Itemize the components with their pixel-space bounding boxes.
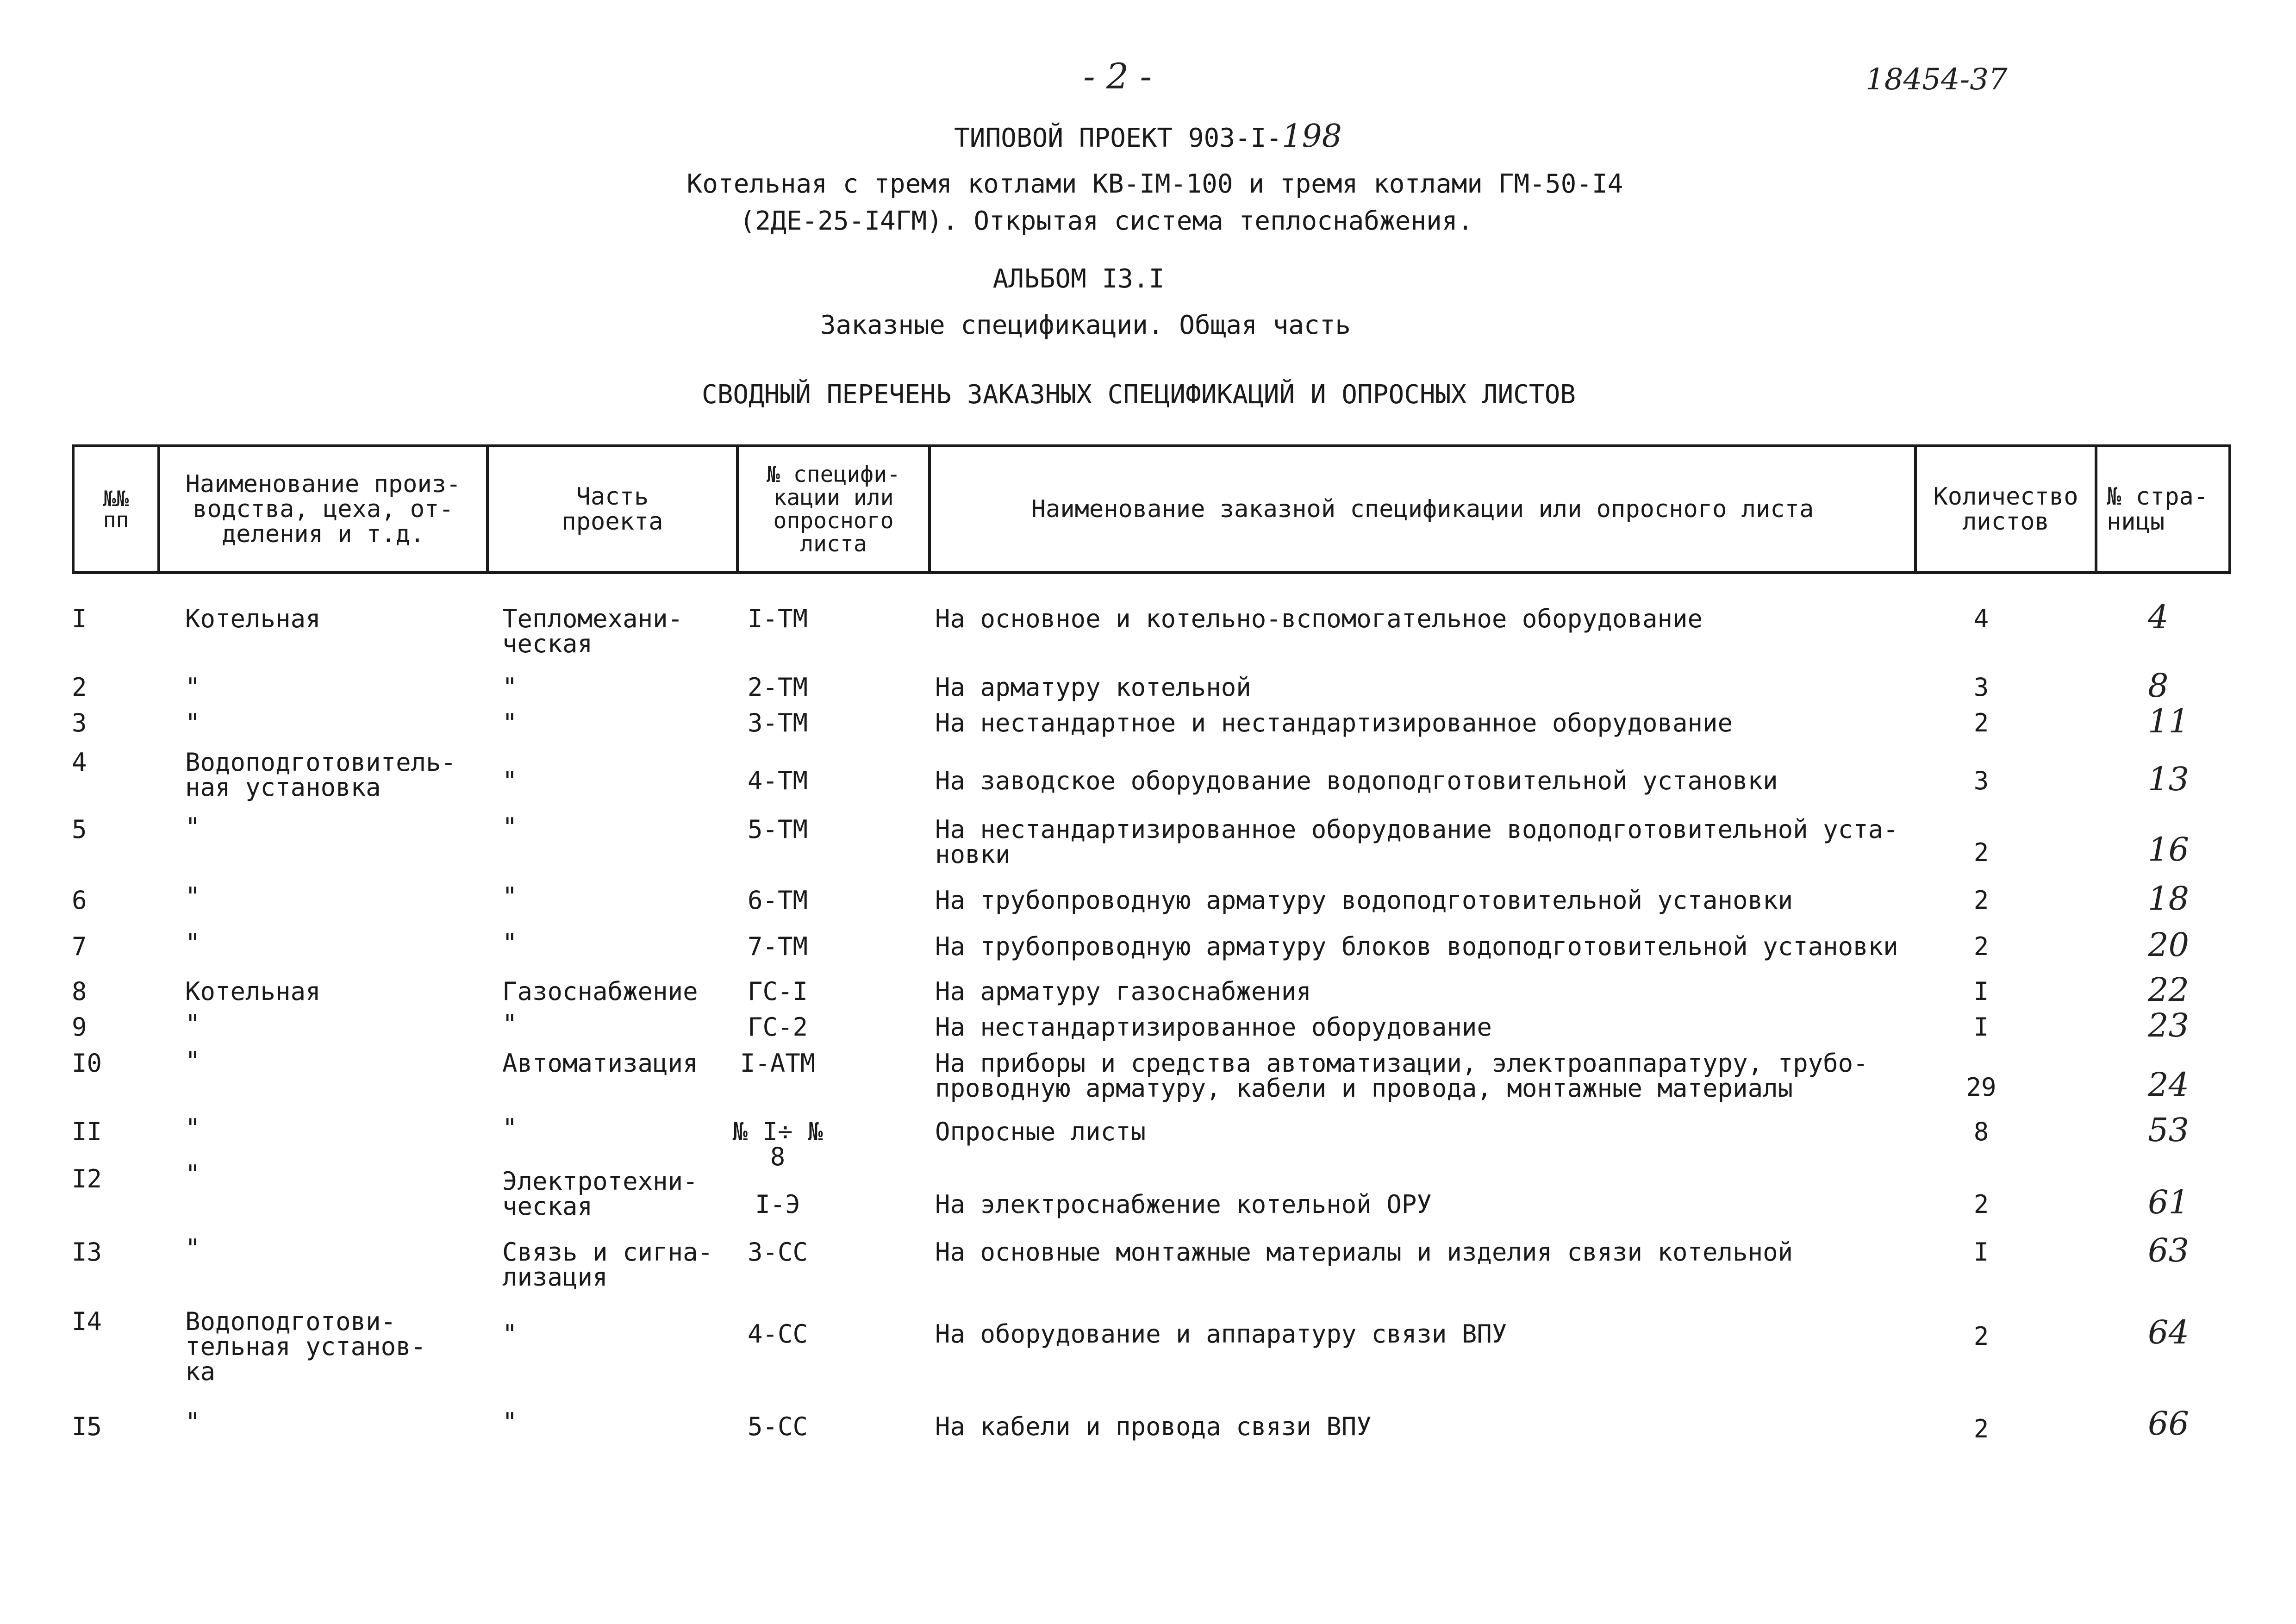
project-number-handwritten: 198 [1282, 118, 1342, 155]
row-page-number: 53 [2148, 1111, 2190, 1149]
col-header-num-label: №№ пп [103, 486, 129, 532]
col-header-title [931, 447, 1917, 571]
row-sheet-count: 2 [1973, 708, 1989, 737]
row-spec-title: На оборудование и аппаратуру связи ВПУ [935, 1319, 1507, 1349]
row-number: I0 [72, 1049, 102, 1078]
row-spec-number: I-ТМ [747, 604, 808, 633]
row-page-number: 4 [2148, 598, 2169, 636]
row-spec-number: 2-ТМ [747, 673, 808, 702]
row-sheet-count: 2 [1973, 932, 1989, 961]
row-sheet-count: 2 [1973, 886, 1989, 915]
table-header [72, 444, 2231, 574]
col-header-spec-label: № специфи- кации или опросного листа [767, 462, 900, 557]
row-sheet-count: 29 [1966, 1073, 1997, 1102]
row-page-number: 23 [2148, 1006, 2190, 1044]
col-header-spec [739, 447, 931, 571]
row-number: I5 [72, 1412, 102, 1441]
row-spec-title: На нестандартизированное оборудование [935, 1012, 1492, 1042]
row-spec-number: 4-ТМ [747, 766, 808, 795]
row-spec-title: На арматуру котельной [935, 673, 1251, 702]
row-page-number: 18 [2148, 880, 2190, 918]
row-number: I4 [72, 1307, 102, 1336]
table-title: СВОДНЫЙ ПЕРЕЧЕНЬ ЗАКАЗНЫХ СПЕЦИФИКАЦИЙ И ОПРОСНЫХ ЛИСТОВ [701, 380, 1576, 410]
row-spec-number: 4-СС [747, 1319, 808, 1349]
row-number: I [72, 604, 87, 633]
col-header-part-label: Часть проекта [562, 483, 663, 536]
row-department: Котельная [185, 977, 321, 1006]
subtitle-line-1: Котельная с тремя котлами КВ-IМ-100 и тремя котлами ГМ-50-I4 [686, 169, 1623, 199]
row-spec-title: На кабели и провода связи ВПУ [935, 1412, 1372, 1441]
row-department: " [185, 673, 200, 702]
row-spec-title: На трубопроводную арматуру блоков водоподготовительной установки [935, 932, 1898, 961]
row-sheet-count: I [1973, 977, 1989, 1006]
row-project-part: " [502, 1319, 518, 1349]
col-header-num [75, 447, 160, 571]
row-spec-number: 5-СС [747, 1412, 808, 1441]
row-spec-title: На нестандартизированное оборудование водоподготовительной уста- новки [935, 815, 1898, 869]
row-project-part: " [502, 812, 518, 842]
row-number: 4 [72, 748, 87, 777]
row-number: 9 [72, 1012, 87, 1042]
row-spec-number: ГС-2 [747, 1012, 808, 1042]
archive-number: 18454-37 [1866, 62, 2008, 97]
row-sheet-count: 4 [1973, 604, 1989, 633]
row-spec-title: На приборы и средства автоматизации, электроаппаратуру, трубо- проводную арматуру, кабели и провода, монтажные материалы [935, 1049, 1868, 1103]
row-spec-title: На электроснабжение котельной ОРУ [935, 1190, 1432, 1219]
row-page-number: 8 [2148, 667, 2169, 705]
row-page-number: 20 [2148, 926, 2190, 964]
col-header-qty-label: Количество листов [1933, 483, 2078, 536]
row-number: 3 [72, 708, 87, 737]
row-page-number: 24 [2148, 1066, 2190, 1104]
row-department: " [185, 882, 200, 911]
row-project-part: Электротехни- ческая [502, 1167, 698, 1221]
row-spec-title: На основные монтажные материалы и изделия связи котельной [935, 1237, 1793, 1267]
row-page-number: 11 [2148, 702, 2190, 740]
row-department: " [185, 1009, 200, 1038]
row-project-part: " [502, 1009, 518, 1038]
row-page-number: 64 [2148, 1313, 2190, 1351]
row-number: I2 [72, 1164, 102, 1193]
project-title [954, 118, 1342, 155]
row-spec-number: I-Э [755, 1190, 800, 1219]
album-title: АЛЬБОМ I3.I [992, 264, 1165, 294]
row-page-number: 63 [2148, 1231, 2190, 1269]
row-page-number: 66 [2148, 1405, 2190, 1443]
row-number: 6 [72, 886, 87, 915]
col-header-dept [160, 447, 489, 571]
col-header-qty [1917, 447, 2097, 571]
row-department: " [185, 928, 200, 957]
row-sheet-count: 3 [1973, 673, 1989, 702]
col-header-page [2097, 447, 2228, 571]
row-project-part: Газоснабжение [502, 977, 698, 1006]
row-project-part: " [502, 766, 518, 795]
row-sheet-count: 8 [1973, 1117, 1989, 1146]
row-spec-number: 5-ТМ [747, 815, 808, 844]
subtitle-line-2: (2ДЕ-25-I4ГМ). Открытая система теплоснабжения. [739, 206, 1473, 236]
row-spec-number: 7-ТМ [747, 932, 808, 961]
row-sheet-count: I [1973, 1012, 1989, 1042]
row-spec-title: На нестандартное и нестандартизированное оборудование [935, 708, 1733, 737]
col-header-part [489, 447, 739, 571]
album-subtitle: Заказные спецификации. Общая часть [820, 310, 1351, 340]
row-spec-title: Опросные листы [935, 1117, 1146, 1146]
row-spec-number: 6-ТМ [747, 886, 808, 915]
row-spec-number: ГС-I [747, 977, 808, 1006]
row-sheet-count: 3 [1973, 766, 1989, 795]
page-number: - 2 - [1083, 56, 1152, 97]
row-spec-number: 3-ТМ [747, 708, 808, 737]
row-spec-title: На арматуру газоснабжения [935, 977, 1311, 1006]
col-header-page-label: № стра- ницы [2107, 483, 2209, 536]
row-number: 7 [72, 932, 87, 961]
row-spec-number: № I÷ № 8 [732, 1117, 823, 1171]
row-sheet-count: 2 [1973, 838, 1989, 867]
row-project-part: " [502, 1407, 518, 1437]
row-sheet-count: 2 [1973, 1190, 1989, 1219]
row-project-part: " [502, 928, 518, 957]
row-spec-title: На основное и котельно-вспомогательное оборудование [935, 604, 1703, 633]
col-header-title-label: Наименование заказной спецификации или опросного листа [1031, 495, 1814, 523]
row-project-part: " [502, 882, 518, 911]
row-department: Котельная [185, 604, 321, 633]
row-department: " [185, 812, 200, 842]
row-project-part: " [502, 673, 518, 702]
row-spec-number: 3-СС [747, 1237, 808, 1267]
row-spec-number: I-АТМ [740, 1049, 816, 1078]
row-department: " [185, 1407, 200, 1437]
row-number: I3 [72, 1237, 102, 1267]
row-project-part: " [502, 1113, 518, 1143]
row-spec-title: На заводское оборудование водоподготовительной установки [935, 766, 1778, 795]
row-sheet-count: I [1973, 1237, 1989, 1267]
row-sheet-count: 2 [1973, 1322, 1989, 1351]
row-number: 8 [72, 977, 87, 1006]
row-department: " [185, 1234, 200, 1263]
row-project-part: Тепломехани- ческая [502, 604, 683, 658]
row-number: 5 [72, 815, 87, 844]
row-department: " [185, 1113, 200, 1143]
row-page-number: 61 [2148, 1183, 2190, 1221]
row-project-part: Автоматизация [502, 1049, 698, 1078]
row-number: II [72, 1117, 102, 1146]
project-title-text: ТИПОВОЙ ПРОЕКТ 903-I- [954, 123, 1282, 153]
row-page-number: 16 [2148, 831, 2190, 868]
row-number: 2 [72, 673, 87, 702]
row-project-part: Связь и сигна- лизация [502, 1237, 713, 1292]
row-department: Водоподготови- тельная установ- ка [185, 1307, 426, 1386]
row-department: " [185, 708, 200, 737]
row-department: " [185, 1160, 200, 1189]
row-page-number: 13 [2148, 760, 2190, 798]
col-header-dept-label: Наименование произ- водства, цеха, от- деления и т.д. [185, 470, 461, 548]
row-department: Водоподготовитель- ная установка [185, 748, 456, 802]
row-spec-title: На трубопроводную арматуру водоподготовительной установки [935, 886, 1793, 915]
row-department: " [185, 1046, 200, 1075]
row-project-part: " [502, 708, 518, 737]
row-page-number: 22 [2148, 971, 2190, 1009]
row-sheet-count: 2 [1973, 1414, 1989, 1443]
